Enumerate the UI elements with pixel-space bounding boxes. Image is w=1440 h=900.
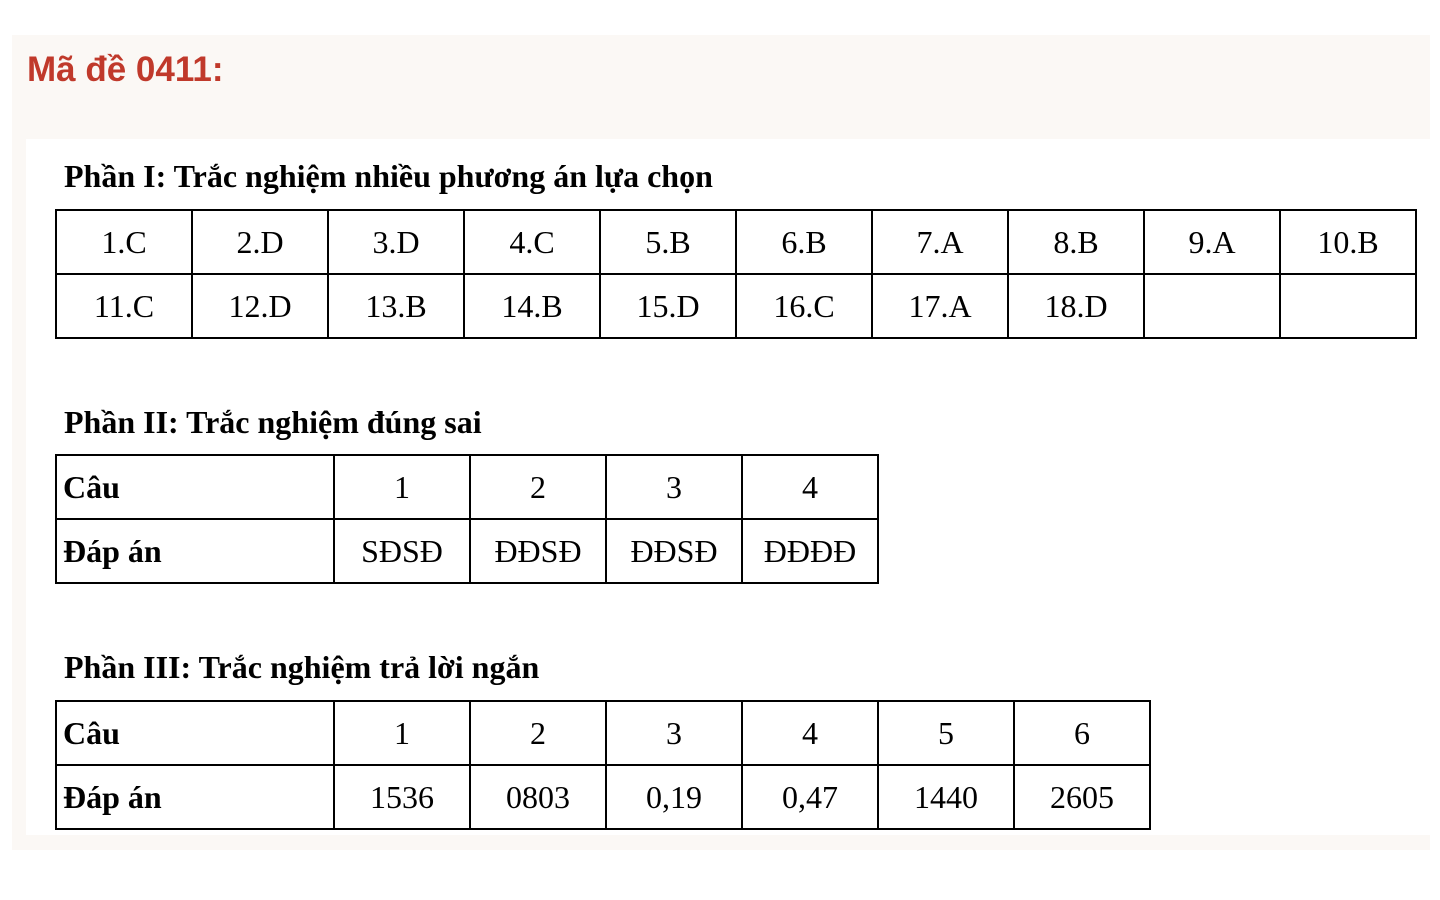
answer-cell: 4.C [464, 210, 600, 274]
question-number: 1 [334, 455, 470, 519]
part1-title: Phần I: Trắc nghiệm nhiều phương án lựa chọn [64, 158, 713, 194]
answer-cell: 13.B [328, 274, 464, 338]
answer-cell: ĐĐSĐ [606, 519, 742, 583]
answer-cell: 9.A [1144, 210, 1280, 274]
answer-cell: 11.C [56, 274, 192, 338]
table-row [56, 210, 1416, 274]
answer-cell: ĐĐĐĐ [742, 519, 878, 583]
answer-cell: 1440 [878, 765, 1014, 829]
answer-cell: 8.B [1008, 210, 1144, 274]
answer-cell: 1.C [56, 210, 192, 274]
table-row [56, 274, 1416, 338]
question-number: 4 [742, 455, 878, 519]
exam-code-heading: Mã đề 0411: [27, 50, 224, 89]
answer-cell: 7.A [872, 210, 1008, 274]
question-number: 6 [1014, 701, 1150, 765]
answer-cell: 2605 [1014, 765, 1150, 829]
answer-cell [1144, 274, 1280, 338]
answer-cell: 1536 [334, 765, 470, 829]
table-row [56, 765, 1150, 829]
answer-cell: 0803 [470, 765, 606, 829]
part3-title: Phần III: Trắc nghiệm trả lời ngắn [64, 649, 540, 685]
question-number: 5 [878, 701, 1014, 765]
question-label: Câu [56, 701, 334, 765]
question-number: 4 [742, 701, 878, 765]
part2-answer-table [55, 454, 879, 584]
answer-cell: 3.D [328, 210, 464, 274]
question-number: 3 [606, 701, 742, 765]
question-number: 3 [606, 455, 742, 519]
question-number: 1 [334, 701, 470, 765]
answer-label: Đáp án [56, 765, 334, 829]
answer-cell: 0,47 [742, 765, 878, 829]
answer-cell: 17.A [872, 274, 1008, 338]
answer-cell: 6.B [736, 210, 872, 274]
part2-title: Phần II: Trắc nghiệm đúng sai [64, 404, 482, 440]
question-number: 2 [470, 701, 606, 765]
answer-cell: 15.D [600, 274, 736, 338]
answer-cell: 18.D [1008, 274, 1144, 338]
question-number: 2 [470, 455, 606, 519]
answer-cell: 12.D [192, 274, 328, 338]
answer-key-content [26, 139, 1430, 835]
answer-cell [1280, 274, 1416, 338]
question-label: Câu [56, 455, 334, 519]
answer-cell: 2.D [192, 210, 328, 274]
table-row [56, 701, 1150, 765]
answer-cell: ĐĐSĐ [470, 519, 606, 583]
table-row [56, 519, 878, 583]
answer-cell: SĐSĐ [334, 519, 470, 583]
answer-label: Đáp án [56, 519, 334, 583]
answer-key-panel [12, 35, 1430, 850]
answer-cell: 10.B [1280, 210, 1416, 274]
answer-cell: 16.C [736, 274, 872, 338]
part3-answer-table [55, 700, 1151, 830]
answer-cell: 0,19 [606, 765, 742, 829]
table-row [56, 455, 878, 519]
answer-cell: 14.B [464, 274, 600, 338]
part1-answer-table [55, 209, 1417, 339]
answer-cell: 5.B [600, 210, 736, 274]
